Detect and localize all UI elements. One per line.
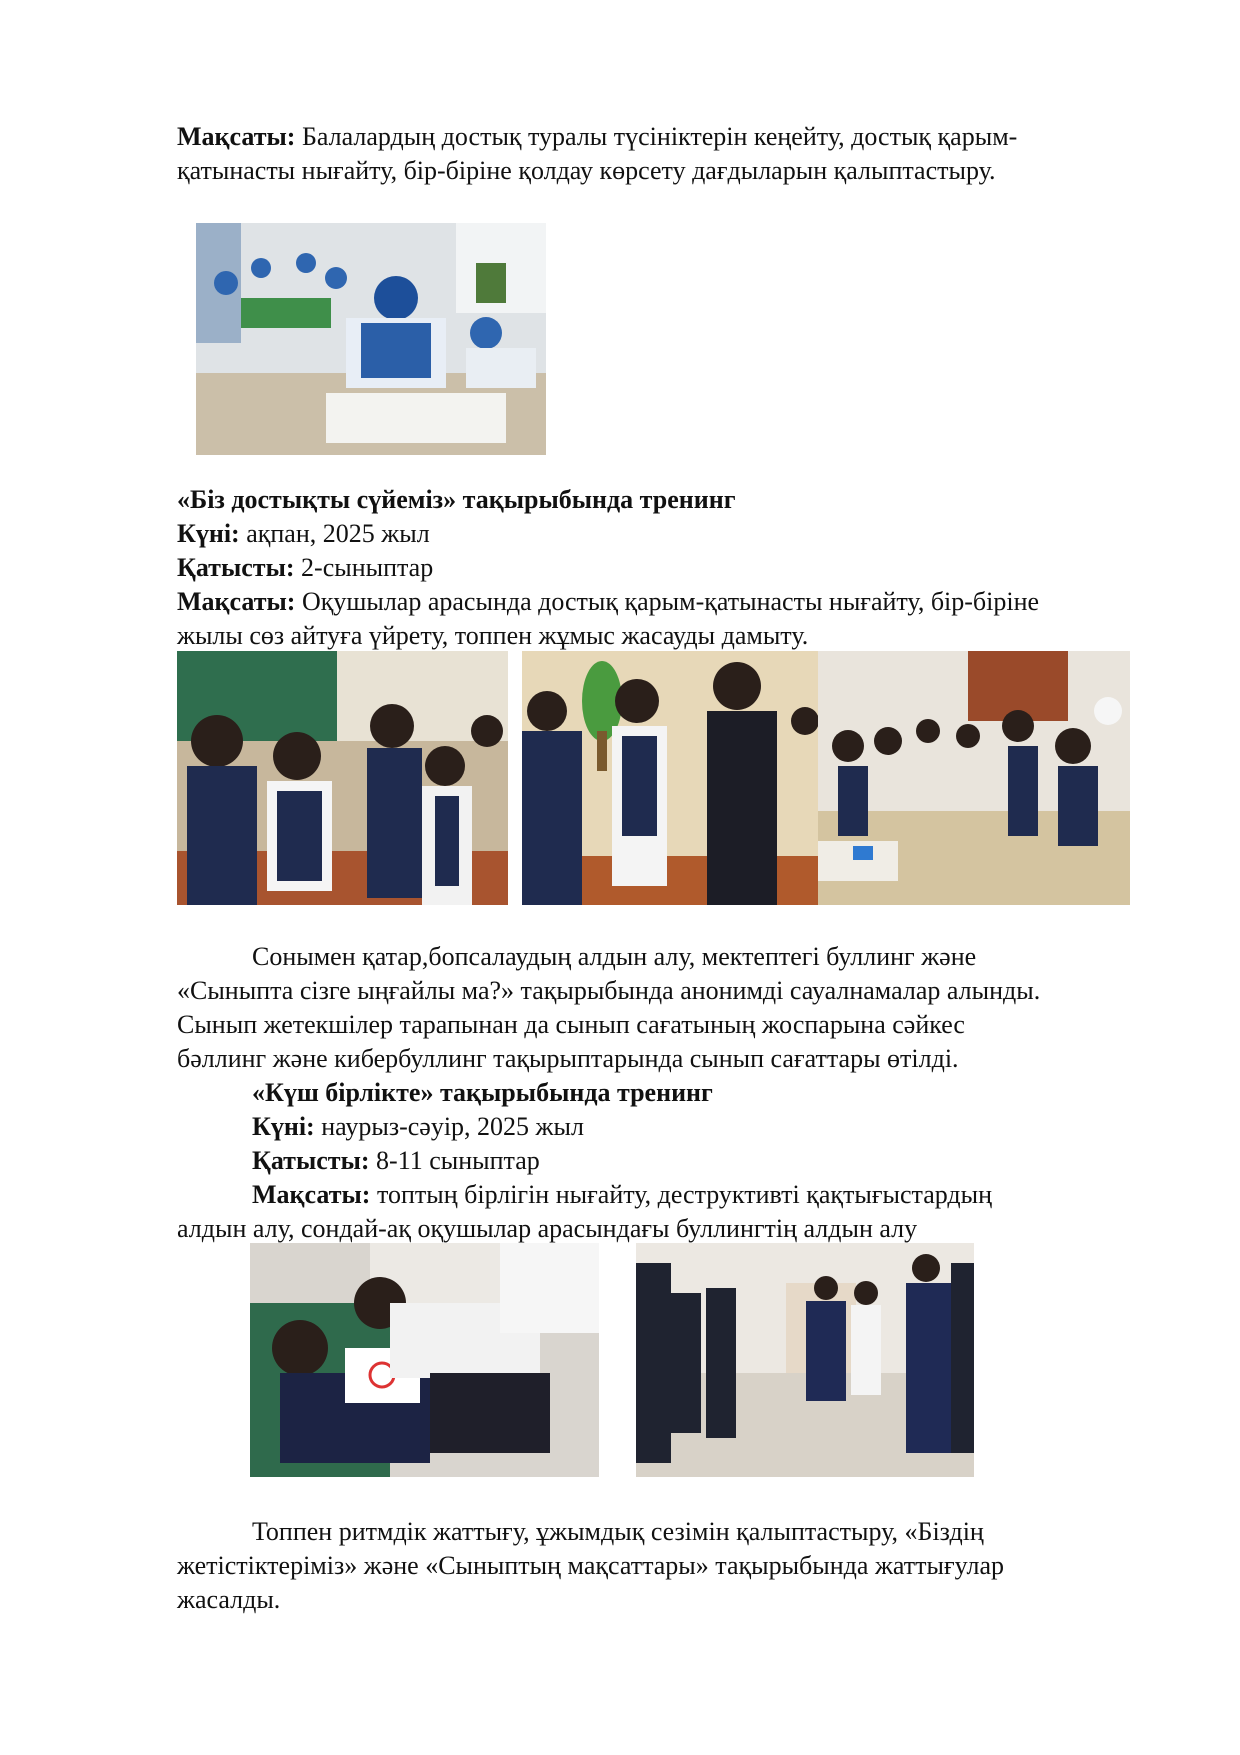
training1-participants-value: 2-сыныптар: [294, 553, 434, 582]
training1-date: [177, 517, 430, 551]
closing-line-2: жетістіктеріміз» және «Сыныптың мақсаттары» тақырыбында жаттығулар: [177, 1551, 1004, 1580]
training2-goal-label: Мақсаты:: [252, 1180, 371, 1209]
training2-title: [252, 1076, 713, 1110]
intro-goal-label: Мақсаты:: [177, 122, 296, 151]
training1-title-text: «Біз достықты сүйеміз» тақырыбында тренинг: [177, 485, 736, 514]
training2-participants: [252, 1144, 540, 1178]
training1-goal-text-2: жылы сөз айтуға үйрету, топпен жұмыс жасауды дамыту.: [177, 621, 809, 650]
training1-goal-label: Мақсаты:: [177, 587, 296, 616]
training2-title-text: «Күш бірлікте» тақырыбында тренинг: [252, 1078, 713, 1107]
training2-participants-value: 8-11 сыныптар: [369, 1146, 540, 1175]
training2-goal-text-2: алдын алу, сондай-ақ оқушылар арасындағы буллингтің алдын алу: [177, 1214, 918, 1243]
survey-line-3: Сынып жетекшілер тарапынан да сынып сағатының жоспарына сәйкес: [177, 1010, 965, 1039]
training2-photo-2: [636, 1243, 974, 1477]
intro-goal-text-1: Балалардың достық туралы түсініктерін кеңейту, достық қарым-: [295, 122, 1018, 151]
intro-goal-line-1: [177, 120, 1017, 154]
training1-photo-3: [818, 651, 1130, 905]
training1-participants: [177, 551, 433, 585]
training1-photo-1: [177, 651, 508, 905]
closing-line-3: жасалды.: [177, 1585, 281, 1614]
survey-line-4: бәллинг және кибербуллинг тақырыптарында сынып сағаттары өтілді.: [177, 1044, 959, 1073]
training1-participants-label: Қатысты:: [177, 553, 295, 582]
survey-line-1: Сонымен қатар,бопсалаудың алдын алу, мектептегі буллинг және: [252, 942, 977, 971]
training2-goal-text-1: топтың бірлігін нығайту, деструктивті қақтығыстардың: [370, 1180, 993, 1209]
survey-line-2: «Сыныпта сізге ыңғайлы ма?» тақырыбында анонимді сауалнамалар алынды.: [177, 976, 1041, 1005]
training2-photo-1: [250, 1243, 599, 1477]
training2-date-value: наурыз-сәуір, 2025 жыл: [314, 1112, 584, 1141]
training2-goal-line-1: [252, 1178, 992, 1212]
training2-date-label: Күні:: [252, 1112, 315, 1141]
classroom-photo: [196, 223, 546, 455]
training1-title: [177, 483, 736, 517]
closing-line-1: Топпен ритмдік жаттығу, ұжымдық сезімін қалыптастыру, «Біздің: [252, 1517, 984, 1546]
training2-participants-label: Қатысты:: [252, 1146, 370, 1175]
intro-goal-text-2: қатынасты нығайту, бір-біріне қолдау көрсету дағдыларын қалыптастыру.: [177, 156, 996, 185]
training2-date: [252, 1110, 584, 1144]
training1-goal-line-1: [177, 585, 1039, 619]
training1-goal-text-1: Оқушылар арасында достық қарым-қатынасты нығайту, бір-біріне: [295, 587, 1040, 616]
training1-date-value: ақпан, 2025 жыл: [239, 519, 430, 548]
training1-photo-2: [522, 651, 818, 905]
training1-date-label: Күні:: [177, 519, 240, 548]
